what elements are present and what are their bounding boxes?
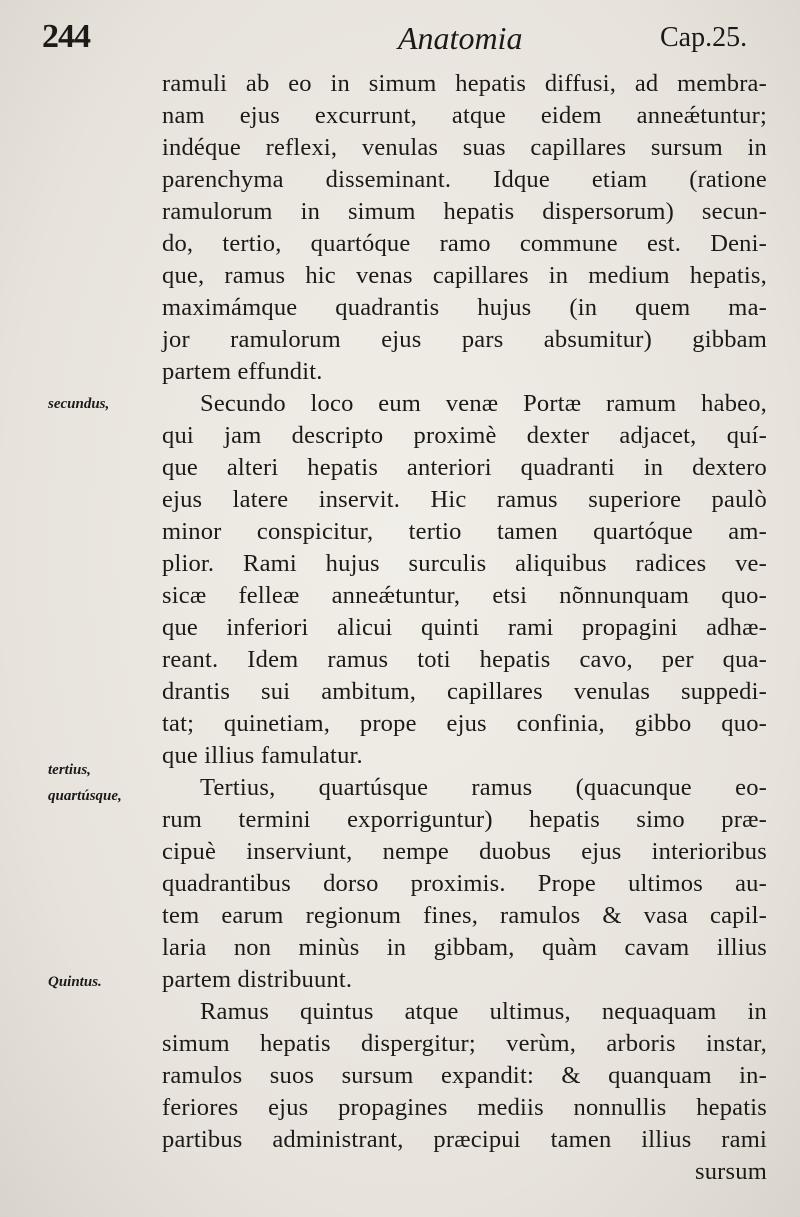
text-line: indéque reflexi, venulas suas capillares sursum in	[162, 134, 767, 161]
text-line: sicæ felleæ anneǽtuntur, etsi nõnnunquam quo-	[162, 582, 767, 609]
running-title: Anatomia	[398, 20, 523, 56]
text-line: ramuli ab eo in simum hepatis diffusi, ad membra-	[162, 70, 767, 97]
margin-note-secundus: secundus,	[48, 396, 110, 412]
text-line: ramulos suos sursum expandit: & quanquam in-	[162, 1062, 767, 1089]
text-line: simum hepatis dispergitur; verùm, arboris instar,	[162, 1030, 767, 1057]
text-line: que alteri hepatis anteriori quadranti in dextero	[162, 454, 767, 481]
text-line: jor ramulorum ejus pars absumitur) gibbam	[162, 326, 767, 353]
text-line: Tertius, quartúsque ramus (quacunque eo-	[200, 774, 767, 801]
text-line: Secundo loco eum venæ Portæ ramum habeo,	[200, 390, 767, 417]
text-line: que illius famulatur.	[162, 742, 363, 769]
text-line: tat; quinetiam, prope ejus confinia, gibbo quo-	[162, 710, 767, 737]
text-line: reant. Idem ramus toti hepatis cavo, per qua-	[162, 646, 767, 673]
text-line: partem effundit.	[162, 358, 323, 385]
catchword: sursum	[695, 1158, 767, 1185]
text-line: maximámque quadrantis hujus (in quem ma-	[162, 294, 767, 321]
text-line: feriores ejus propagines mediis nonnullis hepatis	[162, 1094, 767, 1121]
page-header	[0, 18, 800, 62]
margin-note-tertius: tertius,	[48, 762, 91, 778]
text-line: que, ramus hic venas capillares in medium hepatis,	[162, 262, 767, 289]
text-line: drantis sui ambitum, capillares venulas suppedi-	[162, 678, 767, 705]
text-line: nam ejus excurrunt, atque eidem anneǽtuntur;	[162, 102, 767, 129]
margin-note-quintus: Quintus.	[48, 974, 102, 990]
text-line: Ramus quintus atque ultimus, nequaquam in	[200, 998, 767, 1025]
text-line: cipuè inserviunt, nempe duobus ejus interioribus	[162, 838, 767, 865]
body-text	[162, 68, 767, 1188]
text-line: rum termini exporriguntur) hepatis simo præ-	[162, 806, 767, 833]
text-line: qui jam descripto proximè dexter adjacet, quí-	[162, 422, 767, 449]
text-line: parenchyma disseminant. Idque etiam (ratione	[162, 166, 767, 193]
text-line: plior. Rami hujus surculis aliquibus radices ve-	[162, 550, 767, 577]
text-line: tem earum regionum fines, ramulos & vasa capil-	[162, 902, 767, 929]
text-line: ramulorum in simum hepatis dispersorum) secun-	[162, 198, 767, 225]
text-line: partibus administrant, præcipui tamen illius rami	[162, 1126, 767, 1153]
chapter-reference: Cap.25.	[660, 22, 748, 53]
text-line: minor conspicitur, tertio tamen quartóque am-	[162, 518, 767, 545]
page-number: 244	[42, 18, 90, 55]
text-line: que inferiori alicui quinti rami propagini adhæ-	[162, 614, 767, 641]
text-line: quadrantibus dorso proximis. Prope ultimos au-	[162, 870, 767, 897]
text-line: ejus latere inservit. Hic ramus superiore paulò	[162, 486, 767, 513]
margin-note-quartusque: quartúsque,	[48, 788, 122, 804]
text-line: partem distribuunt.	[162, 966, 353, 993]
text-line: do, tertio, quartóque ramo commune est. Deni-	[162, 230, 767, 257]
text-line: laria non minùs in gibbam, quàm cavam illius	[162, 934, 767, 961]
